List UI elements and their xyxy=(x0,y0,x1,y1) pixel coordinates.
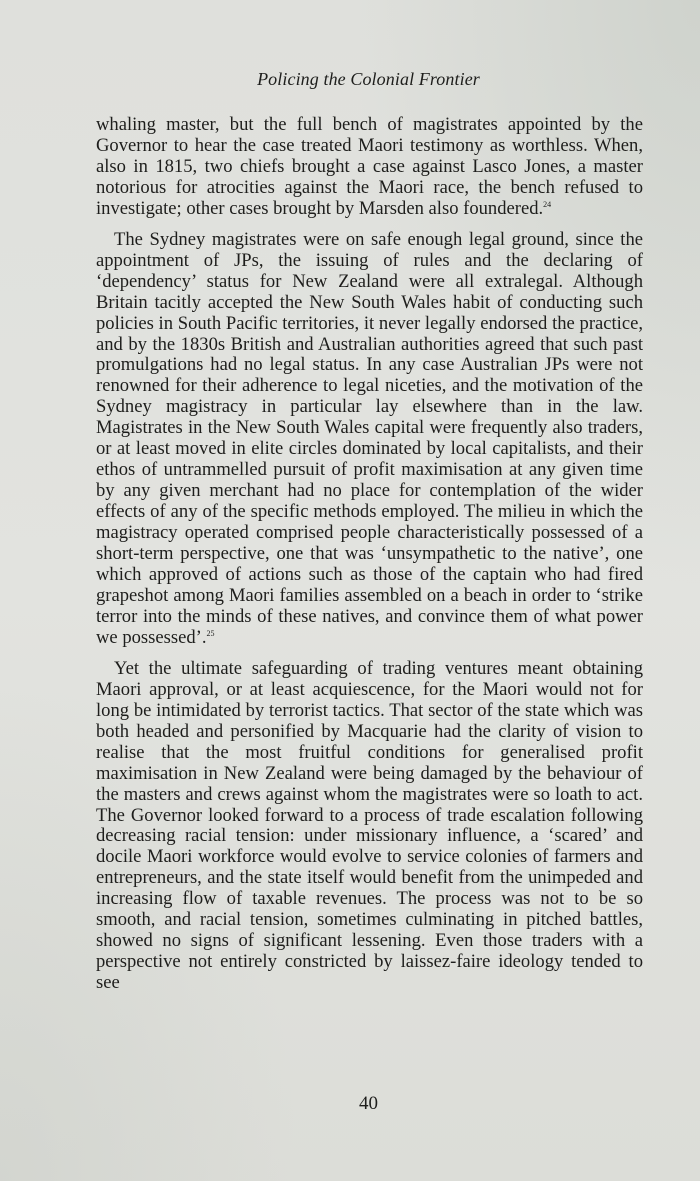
body-text xyxy=(96,115,643,1004)
paragraph-2-text: The Sydney magistrates were on safe enough legal ground, since the appointment of JPs, the issuing of rules and the declaring of ‘dependency’ status for New Zealand were all extralegal. Although Britain tacitly accepted the New South Wales habit of conducting such policies in South Pacific territories, it never legally endorsed the practice, and by the 1830s British and Australian authorities agreed that such past promulgations had no legal status. In any case Australian JPs were not renowned for their adherence to legal niceties, and the motivation of the Sydney magistracy in particular lay elsewhere than in the law. Magistrates in the New South Wales capital were frequently also traders, or at least moved in elite circles dominated by local capitalists, and their ethos of untrammelled pursuit of profit maximisation at any given time by any given merchant had no place for contemplation of the wider effects of any of the specific methods employed. The milieu in which the magistracy operated comprised people characteristically possessed of a short-term perspective, one that was ‘unsympathetic to the native’, one which approved of actions such as those of the captain who had fired grapeshot among Maori families assembled on a beach in order to ‘strike terror into the minds of these natives, and convince them of what power we possessed’. xyxy=(96,228,643,648)
footnote-ref-25: 25 xyxy=(206,628,215,638)
paragraph-1 xyxy=(96,115,643,220)
footnote-ref-24: 24 xyxy=(543,199,552,209)
paragraph-3-text: Yet the ultimate safeguarding of trading ventures meant obtaining Maori approval, or at least acquiescence, for the Maori would not for long be intimidated by terrorist tactics. That sector of the state which was both headed and personified by Macquarie had the clarity of vision to realise that the most fruitful conditions for generalised profit maximisation in New Zealand were being damaged by the behaviour of the masters and crews against whom the magistrates were so loath to act. The Governor looked forward to a process of trade escalation following decreasing racial tension: under missionary influence, a ‘scared’ and docile Maori workforce would evolve to service colonies of farmers and entrepreneurs, and the state itself would benefit from the unimpeded and increasing flow of taxable revenues. The process was not to be so smooth, and racial tension, sometimes culminating in pitched battles, showed no signs of significant lessening. Even those traders with a perspective not entirely constricted by laissez-faire ideology tended to see xyxy=(96,657,643,994)
page-number: 40 xyxy=(359,1093,378,1114)
paragraph-1-text: whaling master, but the full bench of magistrates appointed by the Governor to hear the case treated Maori testimony as worthless. When, also in 1815, two chiefs brought a case against Lasco Jones, a master notorious for atrocities against the Maori race, the bench refused to investigate; other cases brought by Marsden also foundered. xyxy=(96,114,643,219)
paragraph-2 xyxy=(96,230,643,649)
paragraph-3 xyxy=(96,659,643,994)
running-head: Policing the Colonial Frontier xyxy=(257,69,480,89)
